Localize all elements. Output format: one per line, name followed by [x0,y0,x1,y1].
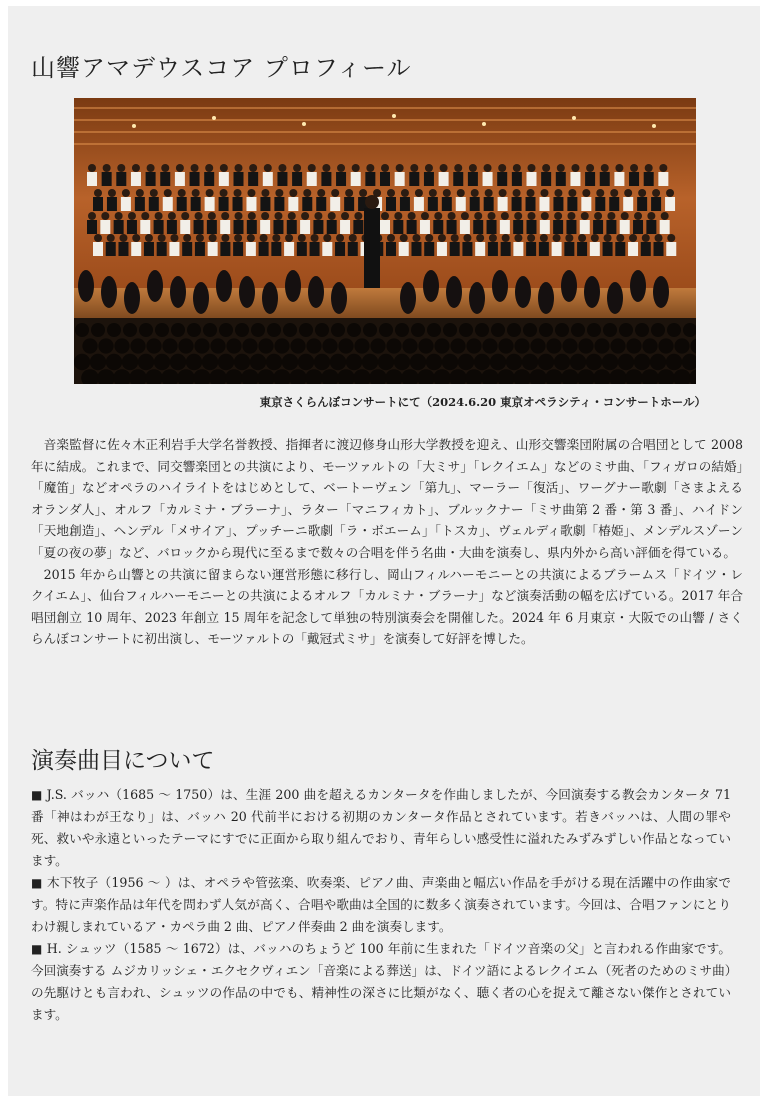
profile-paragraph: 2015 年から山響との共演に留まらない運営形態に移行し、岡山フィルハーモニーとの共演によるブラームス「ドイツ・レクイエム」、仙台フィルハーモニーとの共演によるオルフ「カルミナ・ブラーナ」など演奏活動の幅を広げている。2017 年合唱団創立 10 周年、2023 年創立 15 周年を記念して単独の特別演奏会を開催した。2024 年 6 月東京・大阪での山響 / さくらんぼコンサートに初出演し、モーツァルトの「戴冠式ミサ」を演奏して好評を博した。 [31,566,743,647]
program-item-text: 木下牧子（1956 〜 ）は、オペラや管弦楽、吹奏楽、ピアノ曲、声楽曲と幅広い作品を手がける現在活躍中の作曲家です。特に声楽作品は年代を問わず人気が高く、合唱や歌曲は全国的に数多く演奏されています。今回は、合唱ファンにとりわけ親しまれているア・カペラ曲 2 曲、ピアノ伴奏曲 2 曲を演奏します。 [31,875,731,934]
profile-text [31,434,743,650]
program-item-text: H. シュッツ（1585 〜 1672）は、バッハのちょうど 100 年前に生まれた「ドイツ音楽の父」と言われる作曲家です。今回演奏する ムジカリッシェ・エクセクヴィエン「音楽による葬送」は、ドイツ語によるレクイエム（死者のためのミサ曲）の先駆けとも言われ、シュッツの作品の中でも、精神性の深さに比類がなく、聴く者の心を捉えて離さない傑作とされています。 [31,941,731,1022]
program-item [31,938,731,1026]
program-list [31,784,731,1026]
bullet-icon: ■ [31,876,43,890]
program-item-text: J.S. バッハ（1685 〜 1750）は、生涯 200 曲を超えるカンタータを作曲しましたが、今回演奏する教会カンタータ 71 番「神はわが王なり」は、バッハ 20 代前半における初期のカンタータ作品とされています。若きバッハは、人間の罪や死、救いや永遠といったテーマにすでに正面から取り組んでおり、青年らしい感受性に溢れたみずみずしい作品となっています。 [31,787,731,868]
program-heading: 演奏曲目について [31,748,215,774]
photo-caption: 東京さくらんぼコンサートにて（2024.6.20 東京オペラシティ・コンサートホール） [259,395,706,409]
concert-photo [74,98,696,384]
bullet-icon: ■ [31,788,43,802]
page-title: 山響アマデウスコア プロフィール [31,54,412,82]
concert-photo-illustration [74,98,696,384]
profile-paragraph: 音楽監督に佐々木正利岩手大学名誉教授、指揮者に渡辺修身山形大学教授を迎え、山形交響楽団附属の合唱団として 2008 年に結成。これまで、同交響楽団との共演により、モーツァルトの「大ミサ」「レクイエム」などのミサ曲、「フィガロの結婚」「魔笛」などオペラのハイライトをはじめとして、ベートーヴェン「第九」、マーラー「復活」、ワーグナー歌劇「さまよえるオランダ人」、オルフ「カルミナ・ブラーナ」、ラター「マニフィカト」、ブルックナー「ミサ曲第 2 番・第 3 番」、ハイドン「天地創造」、ヘンデル「メサイア」、プッチーニ歌劇「ラ・ボエーム」「トスカ」、ヴェルディ歌劇「椿姫」、メンデルスゾーン「夏の夜の夢」など、バロックから現代に至るまで数々の合唱を伴う名曲・大曲を演奏し、県内外から高い評価を得ている。 [31,437,743,560]
program-item [31,784,731,872]
program-item [31,872,731,938]
bullet-icon: ■ [31,942,43,956]
page [8,6,760,1096]
